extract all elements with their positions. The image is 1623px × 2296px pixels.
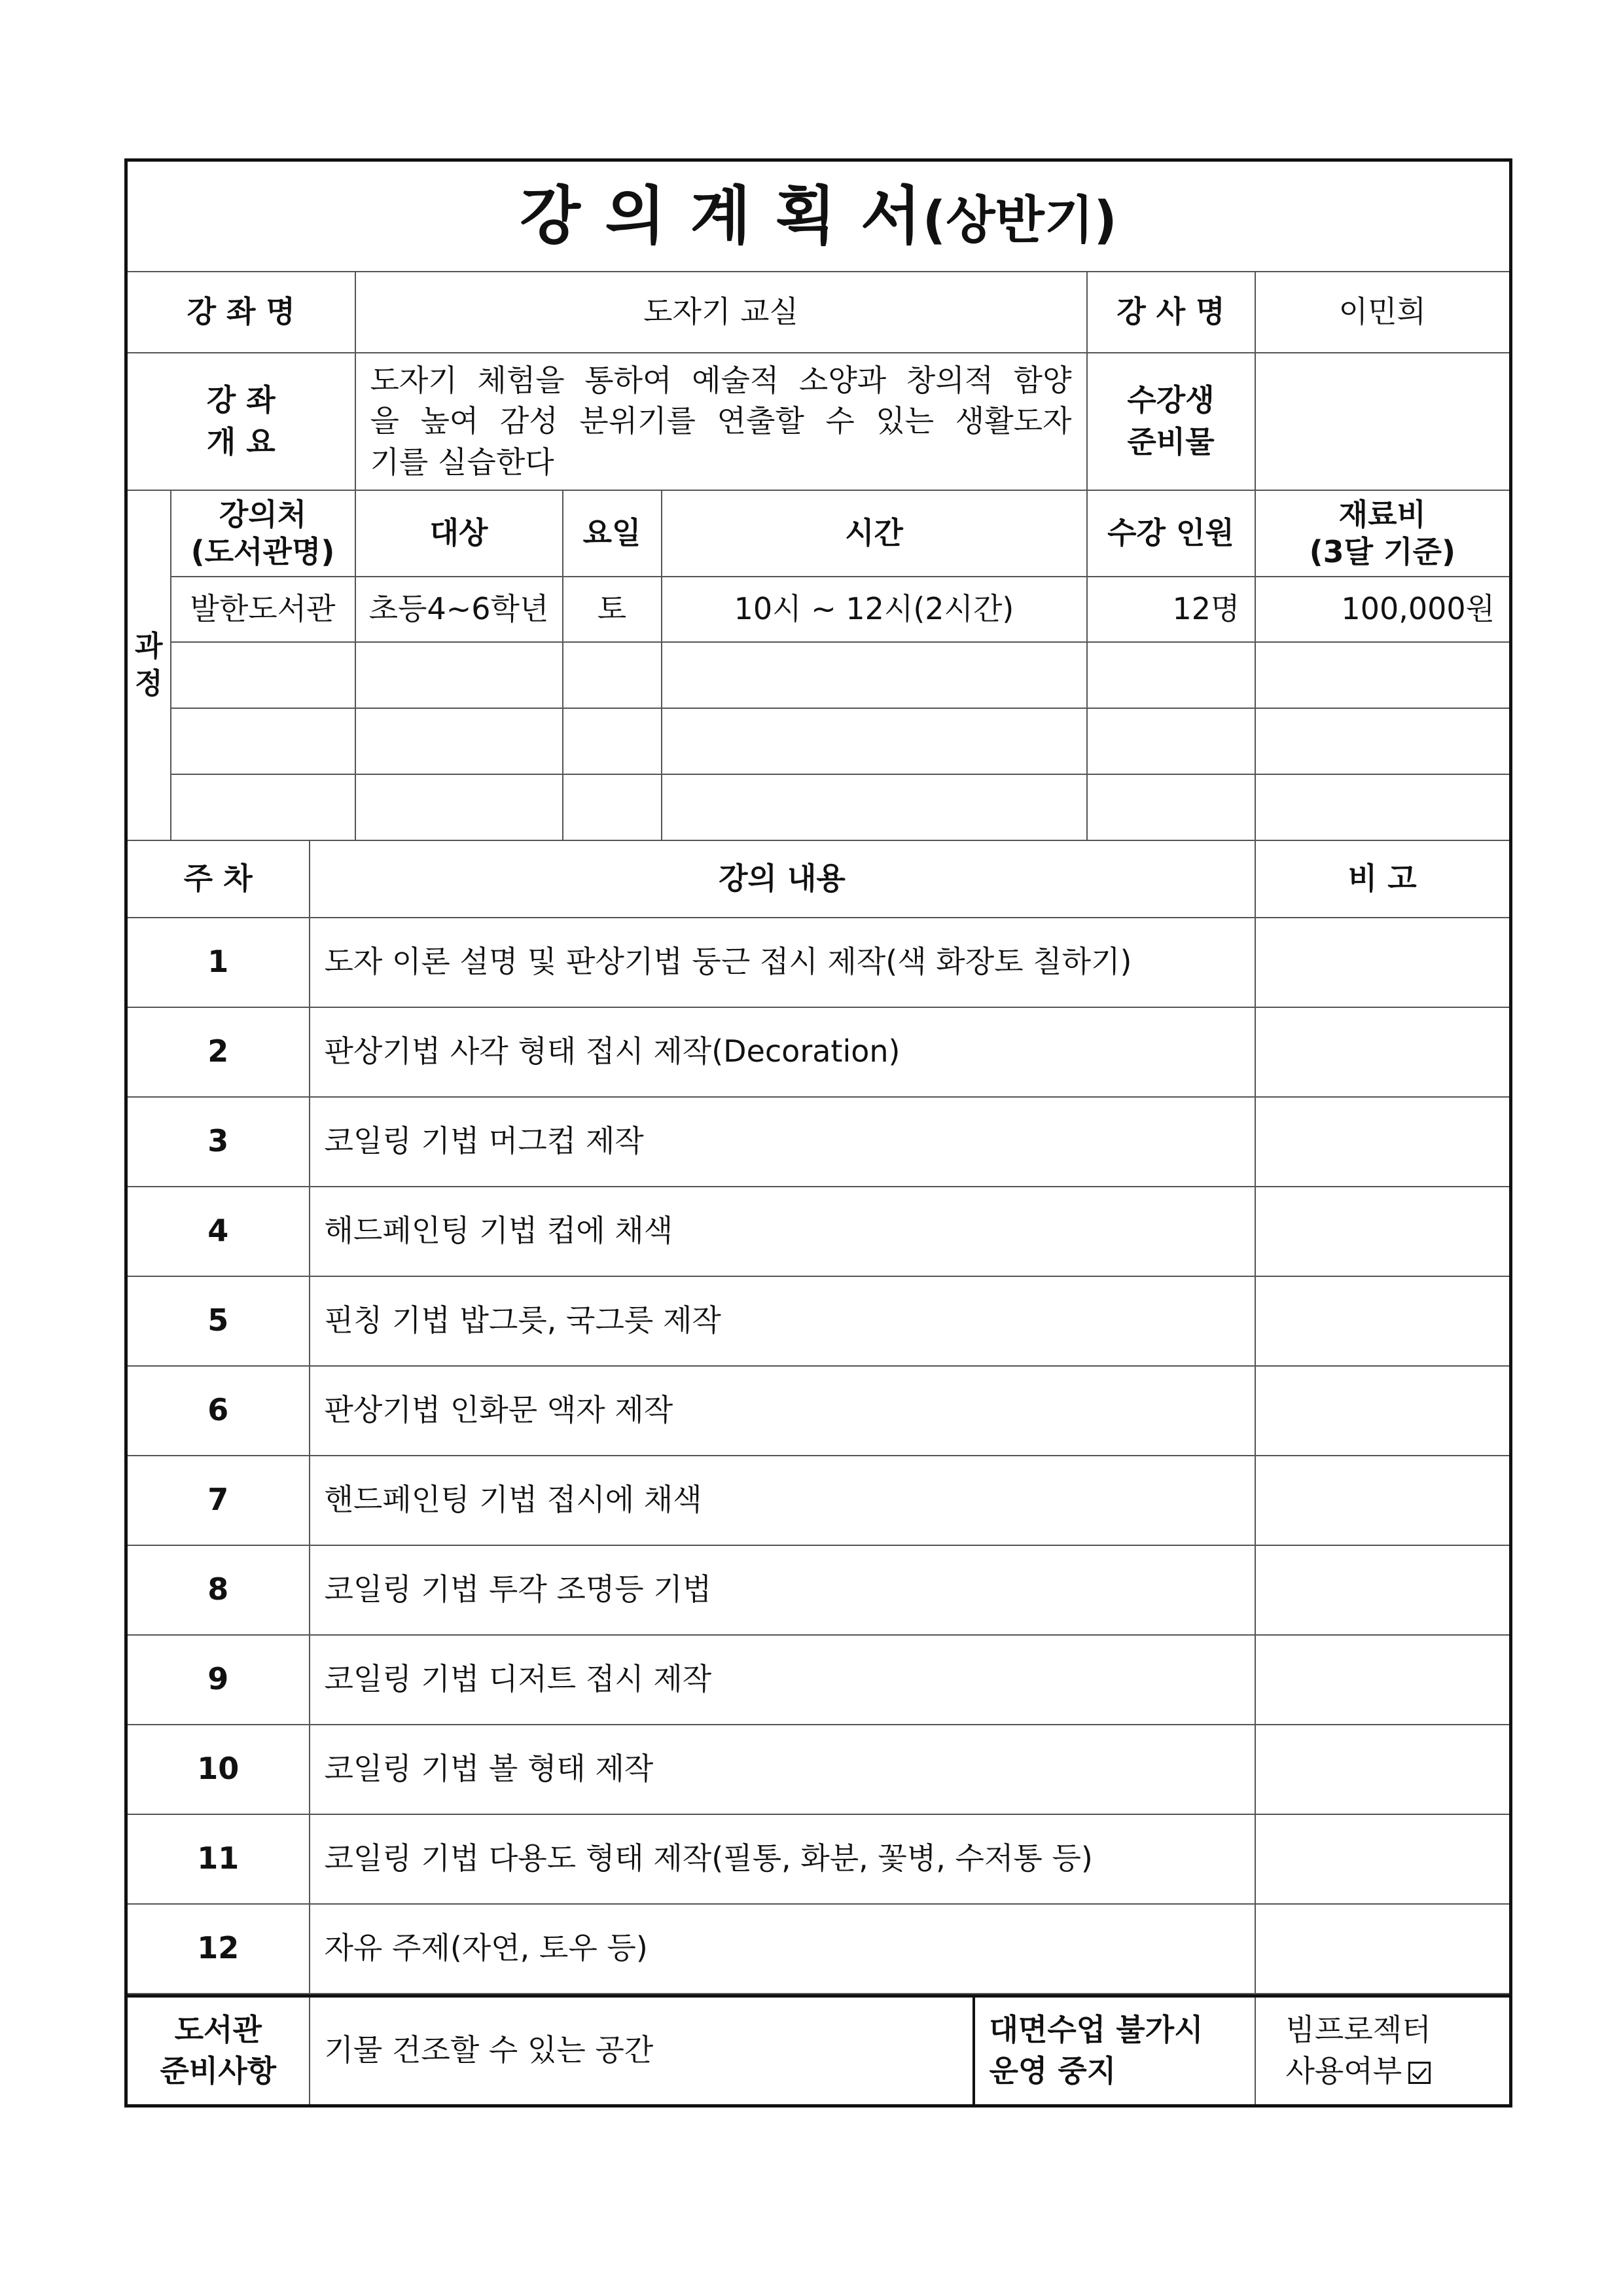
schedule-row <box>126 1276 1511 1366</box>
schedule-row <box>126 1097 1511 1187</box>
course-day <box>563 642 662 708</box>
course-name-label: 강 좌 명 <box>126 272 355 353</box>
capacity-header: 수강 인원 <box>1087 490 1255 577</box>
week-number: 3 <box>126 1097 310 1187</box>
course-target <box>355 708 563 774</box>
course-target <box>355 774 563 840</box>
supplies-label <box>1087 353 1255 490</box>
overview-line2: 을 높여 감성 분위기를 연출할 수 있는 생활도자 <box>370 403 1072 439</box>
course-venue <box>171 642 355 708</box>
course-fee <box>1255 708 1511 774</box>
week-note <box>1255 918 1511 1007</box>
week-number: 9 <box>126 1635 310 1725</box>
week-note <box>1255 1007 1511 1097</box>
week-content: 해드페인팅 기법 컵에 채색 <box>310 1187 1255 1276</box>
course-time: 10시 ~ 12시(2시간) <box>662 577 1087 642</box>
course-section-label <box>126 490 171 840</box>
projector-label-line1: 빔프로젝터 <box>1285 2011 1431 2047</box>
course-venue: 발한도서관 <box>171 577 355 642</box>
weekly-schedule-table <box>124 841 1512 1994</box>
fee-header <box>1255 490 1511 577</box>
course-row <box>126 577 1511 642</box>
course-target <box>355 642 563 708</box>
week-note <box>1255 1725 1511 1814</box>
week-content: 판상기법 사각 형태 접시 제작(Decoration) <box>310 1007 1255 1097</box>
course-time <box>662 708 1087 774</box>
course-capacity <box>1087 774 1255 840</box>
library-prep-value: 기물 건조할 수 있는 공간 <box>310 1996 974 2106</box>
week-content: 판상기법 인화문 액자 제작 <box>310 1366 1255 1456</box>
venue-header-line1: 강의처 <box>219 497 307 533</box>
overview-line1: 도자기 체험을 통하여 예술적 소양과 창의적 함양 <box>370 362 1072 398</box>
overview-label-line1: 강 좌 <box>206 382 276 418</box>
week-number: 7 <box>126 1456 310 1545</box>
library-prep-label <box>126 1996 310 2106</box>
title-main: 강 의 계 획 서 <box>520 179 923 253</box>
schedule-row <box>126 1545 1511 1635</box>
content-header: 강의 내용 <box>310 841 1255 918</box>
overview-label-line2: 개 요 <box>206 423 276 459</box>
course-target: 초등4~6학년 <box>355 577 563 642</box>
library-prep-label-line1: 도서관 <box>174 2011 262 2047</box>
offline-stop-label-line1: 대면수업 불가시 <box>989 2011 1204 2047</box>
offline-stop-label-line2: 운영 중지 <box>989 2053 1116 2089</box>
overview-line3: 기를 실습한다 <box>370 444 554 480</box>
projector-label-line2: 사용여부 <box>1286 2051 1495 2092</box>
course-fee: 100,000원 <box>1255 577 1511 642</box>
schedule-row <box>126 918 1511 1007</box>
week-header: 주 차 <box>126 841 310 918</box>
week-note <box>1255 1545 1511 1635</box>
course-name-value: 도자기 교실 <box>355 272 1087 353</box>
week-content: 코일링 기법 머그컵 제작 <box>310 1097 1255 1187</box>
venue-header-line2: (도서관명) <box>190 533 335 569</box>
course-row <box>126 708 1511 774</box>
course-capacity <box>1087 708 1255 774</box>
supplies-label-line1: 수강생 <box>1127 382 1215 418</box>
week-number: 8 <box>126 1545 310 1635</box>
course-venue <box>171 708 355 774</box>
course-day <box>563 708 662 774</box>
schedule-row <box>126 1456 1511 1545</box>
course-capacity <box>1087 642 1255 708</box>
week-note <box>1255 1904 1511 1994</box>
lecture-plan-form <box>124 158 1509 2108</box>
week-content: 코일링 기법 디저트 접시 제작 <box>310 1635 1255 1725</box>
week-note <box>1255 1276 1511 1366</box>
week-number: 4 <box>126 1187 310 1276</box>
course-venue <box>171 774 355 840</box>
course-time <box>662 642 1087 708</box>
course-fee <box>1255 774 1511 840</box>
title-suffix: (상반기) <box>922 191 1117 251</box>
week-number: 1 <box>126 918 310 1007</box>
course-row <box>126 774 1511 840</box>
footer-table <box>124 1994 1512 2108</box>
checkbox-checked-icon[interactable] <box>1408 2062 1431 2084</box>
instructor-label: 강 사 명 <box>1087 272 1255 353</box>
target-header: 대상 <box>355 490 563 577</box>
week-number: 10 <box>126 1725 310 1814</box>
schedule-row <box>126 1725 1511 1814</box>
week-content: 핀칭 기법 밥그릇, 국그릇 제작 <box>310 1276 1255 1366</box>
page-title <box>126 160 1511 272</box>
course-fee <box>1255 642 1511 708</box>
week-number: 12 <box>126 1904 310 1994</box>
week-note <box>1255 1187 1511 1276</box>
overview-text <box>355 353 1087 490</box>
week-content: 코일링 기법 투각 조명등 기법 <box>310 1545 1255 1635</box>
course-time <box>662 774 1087 840</box>
week-note <box>1255 1366 1511 1456</box>
course-day <box>563 774 662 840</box>
fee-header-line1: 재료비 <box>1338 497 1426 533</box>
instructor-value: 이민희 <box>1255 272 1511 353</box>
course-capacity: 12명 <box>1087 577 1255 642</box>
week-note <box>1255 1456 1511 1545</box>
week-note <box>1255 1814 1511 1904</box>
schedule-row <box>126 1187 1511 1276</box>
course-info-table <box>124 158 1512 841</box>
course-row <box>126 642 1511 708</box>
schedule-row <box>126 1635 1511 1725</box>
schedule-row <box>126 1007 1511 1097</box>
offline-stop-label <box>974 1996 1255 2106</box>
overview-label <box>126 353 355 490</box>
course-section-label-line2: 정 <box>134 667 163 700</box>
week-content: 자유 주제(자연, 토우 등) <box>310 1904 1255 1994</box>
supplies-value <box>1255 353 1511 490</box>
week-number: 11 <box>126 1814 310 1904</box>
time-header: 시간 <box>662 490 1087 577</box>
course-day: 토 <box>563 577 662 642</box>
week-number: 5 <box>126 1276 310 1366</box>
schedule-row <box>126 1814 1511 1904</box>
library-prep-label-line2: 준비사항 <box>160 2053 277 2089</box>
week-number: 2 <box>126 1007 310 1097</box>
projector-usage <box>1255 1996 1511 2106</box>
schedule-row <box>126 1366 1511 1456</box>
schedule-row <box>126 1904 1511 1994</box>
day-header: 요일 <box>563 490 662 577</box>
fee-header-line2: (3달 기준) <box>1309 533 1455 569</box>
week-content: 코일링 기법 볼 형태 제작 <box>310 1725 1255 1814</box>
week-content: 핸드페인팅 기법 접시에 채색 <box>310 1456 1255 1545</box>
venue-header <box>171 490 355 577</box>
week-note <box>1255 1097 1511 1187</box>
note-header: 비 고 <box>1255 841 1511 918</box>
week-content: 코일링 기법 다용도 형태 제작(필통, 화분, 꽃병, 수저통 등) <box>310 1814 1255 1904</box>
week-note <box>1255 1635 1511 1725</box>
week-number: 6 <box>126 1366 310 1456</box>
course-section-label-line1: 과 <box>134 629 163 663</box>
week-content: 도자 이론 설명 및 판상기법 둥근 접시 제작(색 화장토 칠하기) <box>310 918 1255 1007</box>
supplies-label-line2: 준비물 <box>1127 423 1215 459</box>
